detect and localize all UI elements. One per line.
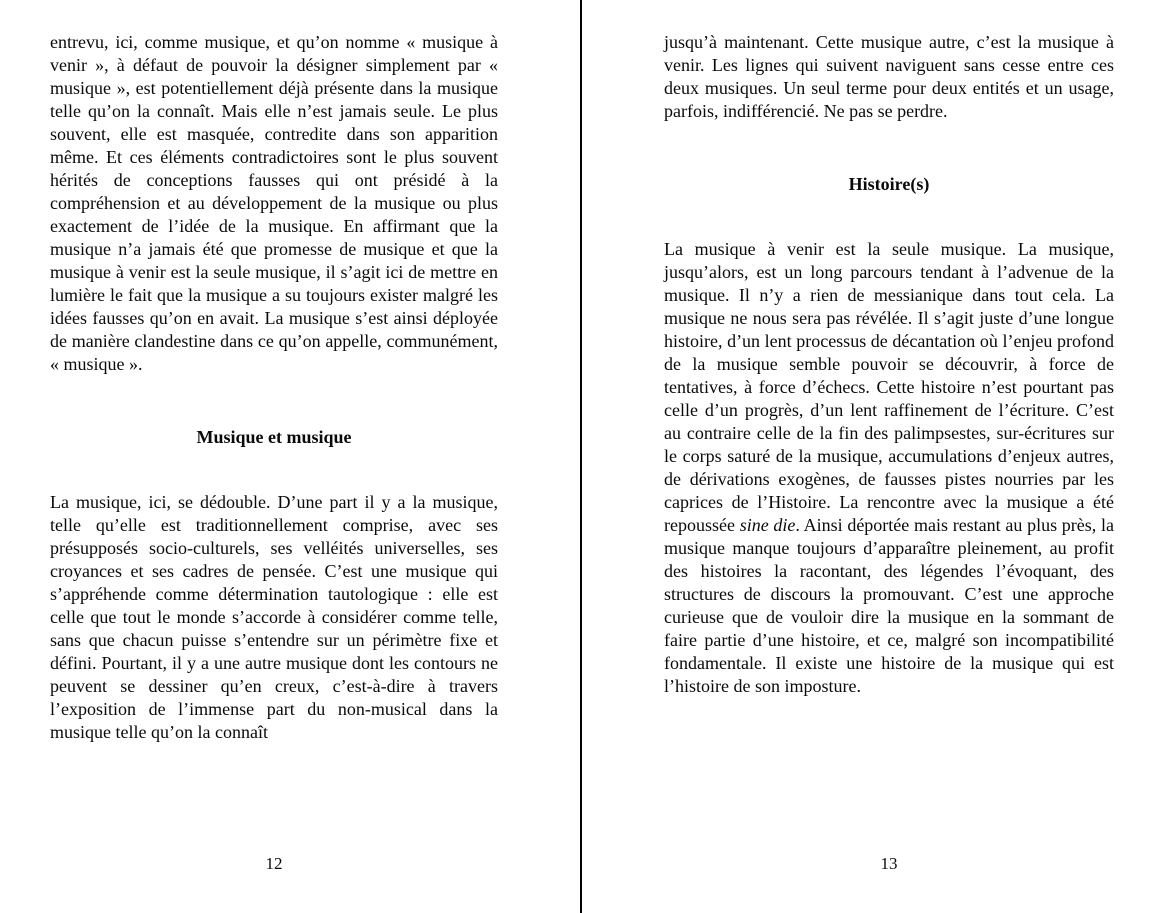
page-number-left: 12 (265, 854, 283, 873)
section-paragraph-right (664, 238, 1114, 698)
page-left (0, 0, 580, 913)
page-divider (580, 0, 582, 913)
paragraph-continuation-left: entrevu, ici, comme musique, et qu’on nomme « musique à venir », à défaut de pouvoir la désigner simplement par « musique », est potentiellement déjà présente dans la musique telle qu’on la connaît. Mais elle n’est jamais seule. Le plus souvent, elle est masquée, contredite dans son apparition même. Et ces éléments contradictoires sont le plus souvent hérités de conceptions fausses qui ont présidé à la compréhension et au développement de la musique ou plus exactement de l’idée de la musique. En affirmant que la musique n’a jamais été que promesse de musique et que la musique à venir est la seule musique, il s’agit ici de mettre en lumière le fait que la musique a su toujours exister malgré les idées fausses qu’on en avait. La musique s’est ainsi déployée de manière clandestine dans ce qu’on appelle, communément, « musique ». (50, 32, 498, 374)
page-right-text-block (664, 31, 1114, 698)
section-paragraph-left: La musique, ici, se dédouble. D’une part il y a la musique, telle qu’elle est traditionnellement comprise, avec ses présupposés socio-culturels, ses velléités universelles, ses croyances et ses cadres de pensée. C’est une musique qui s’appréhende comme détermination tautologique : elle est celle que tout le monde s’accorde à considérer comme telle, sans que chacun puisse s’entendre sur un périmètre fixe et défini. Pourtant, il y a une autre musique dont les contours ne peuvent se dessiner qu’en creux, c’est-à-dire à travers l’exposition de l’immense part du non-musical dans la musique telle qu’on la connaît (50, 492, 498, 742)
section-heading-left: Musique et musique (196, 427, 352, 447)
page-right (583, 0, 1163, 913)
italic-phrase: sine die (739, 515, 796, 535)
page-left-text-block (50, 31, 498, 744)
section-paragraph-right-part2: . Ainsi déportée mais restant au plus près, la musique manque toujours d’apparaître pleinement, au profit des histoires la racontant, des légendes l’évoquant, des structures de discours la promouvant. C’est une approche curieuse que de vouloir dire la musique en la sommant de faire partie d’une histoire, et ce, malgré son incompatibilité fondamentale. Il existe une histoire de la musique qui est l’histoire de son imposture. (664, 515, 1114, 696)
section-paragraph-right-part1: La musique à venir est la seule musique. La musique, jusqu’alors, est un long parcours tendant à l’advenue de la musique. Il n’y a rien de messianique dans tout cela. La musique ne nous sera pas révélée. Il s’agit juste d’une longue histoire, d’un lent processus de décantation où l’enjeu profond de la musique semble pouvoir se découvrir, à force de tentatives, à force d’échecs. Cette histoire n’est pourtant pas celle d’un progrès, d’un lent raffinement de l’écriture. C’est au contraire celle de la fin des palimpsestes, sur-écritures sur le corps saturé de la musique, accumulations d’enjeux autres, de dérivations exogènes, de fausses pistes nourries par les caprices de l’Histoire. La rencontre avec la musique a été repoussée (664, 239, 1114, 535)
paragraph-continuation-right: jusqu’à maintenant. Cette musique autre, c’est la musique à venir. Les lignes qui suivent naviguent sans cesse entre ces deux musiques. Un seul terme pour deux entités et un usage, parfois, indifférencié. Ne pas se perdre. (664, 32, 1114, 121)
page-number-right: 13 (880, 854, 898, 873)
section-heading-right: Histoire(s) (848, 174, 930, 194)
